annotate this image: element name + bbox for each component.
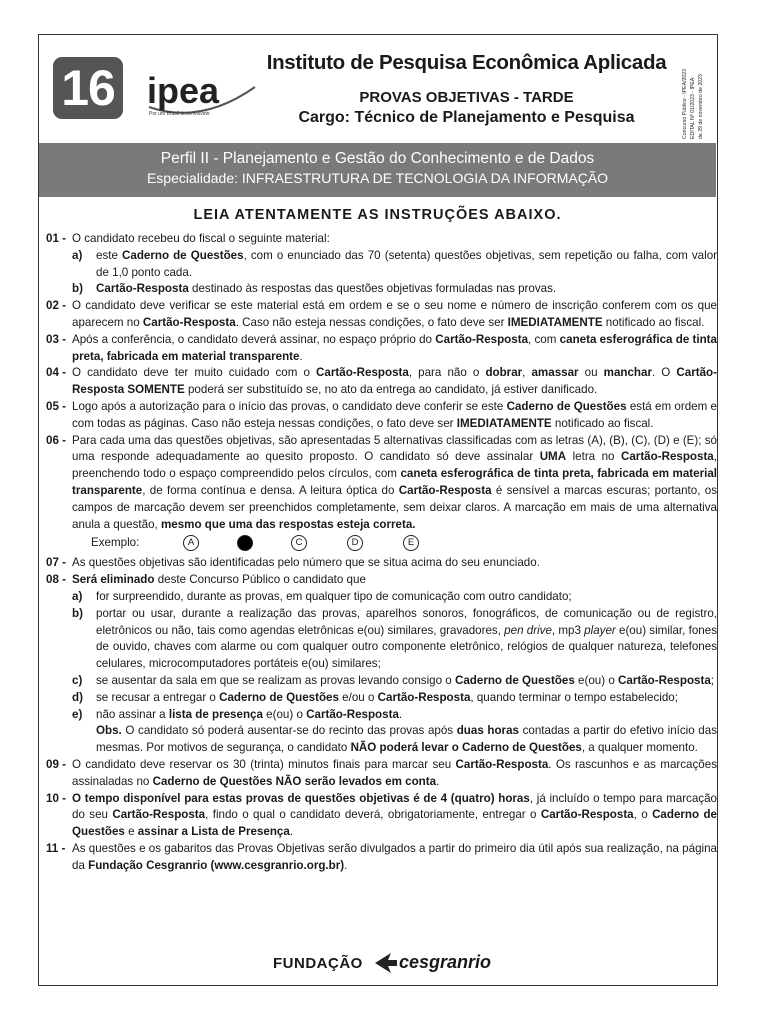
instruction-01: 01 - O candidato recebeu do fiscal o seguinte material: — [46, 232, 330, 245]
logo-tagline: Por um Brasil desenvolvido — [149, 111, 210, 117]
footer-brand: cesgranrio — [399, 952, 492, 972]
instruction-11: 11 - As questões e os gabaritos das Provas Objetivas serão divulgados a partir do primeiro dia útil após sua realização, na página da Fundação Cesgranrio (www.cesgranrio.org.br). — [46, 841, 717, 872]
side-note-line: EDITAL Nº 01/2023 - IPEA — [690, 77, 696, 139]
instruction-03: 03 - Após a conferência, o candidato deverá assinar, no espaço próprio do Cartão-Resposta, com caneta esferográfica de tinta preta, fabricada em material transparente. — [46, 332, 717, 363]
cesgranrio-arrow-icon — [373, 951, 399, 980]
instruction-07: 07 - As questões objetivas são identificadas pelo número que se situa acima do seu enunciado. — [46, 556, 540, 570]
profile-line: Perfil II - Planejamento e Gestão do Conhecimento e de Dados — [160, 150, 595, 167]
instructions-title: LEIA ATENTAMENTE AS INSTRUÇÕES ABAIXO. — [193, 207, 562, 223]
example-label: Exemplo: — [91, 536, 140, 550]
position-title: Cargo: Técnico de Planejamento e Pesquisa — [298, 109, 635, 126]
footer — [39, 949, 716, 977]
instruction-02: 02 - O candidato deve verificar se este material está em ordem e se o seu nome e número de inscrição conferem com os que aparecem no Cartão-Resposta. Caso não esteja nessas condições, o fato deve ser IMEDIATAMENTE notificado ao fiscal. — [46, 299, 717, 329]
example-option-c: C — [291, 535, 307, 551]
instruction-04: 04 - O candidato deve ter muito cuidado com o Cartão-Resposta, para não o dobrar, amassar ou manchar. O Cartão-Resposta SOMENTE poderá ser substituído se, no ato da entrega ao candidato, já estiver danificado. — [46, 366, 717, 397]
observation: Obs. O candidato só poderá ausentar-se do recinto das provas após duas horas contadas a partir do efetivo início das mesmas. Por motivos de segurança, o candidato NÃO poderá levar o Caderno de Questões, a qualquer momento. — [96, 724, 717, 755]
specialty-line: Especialidade: INFRAESTRUTURA DE TECNOLOGIA DA INFORMAÇÃO — [146, 170, 609, 186]
instruction-06: 06 - Para cada uma das questões objetivas, são apresentadas 5 alternativas classificadas com as letras (A), (B), (C), (D) e (E); só uma responde adequadamente ao quesito proposto. O candidato só deve assinalar UMA letra no Cartão-Resposta, preenchendo todo o espaço compreendido pelos círculos, com caneta esferográfica de tinta preta, fabricada em material transparente, de forma contínua e densa. A leitura óptica do Cartão-Resposta é sensível a marcas escuras; portanto, os campos de marcação devem ser preenchidos completamente, sem deixar claros. A marcação em mais de uma alternativa anula a questão, mesmo que uma das respostas esteja correta. — [46, 433, 717, 531]
instruction-09: 09 - O candidato deve reservar os 30 (trinta) minutos finais para marcar seu Cartão-Resposta. Os rascunhos e as marcações assinaladas no Caderno de Questões NÃO serão levados em conta. — [46, 757, 717, 788]
side-note — [679, 43, 709, 139]
document-frame — [38, 34, 718, 986]
instruction-05: 05 - Logo após a autorização para o início das provas, o candidato deve conferir se este Caderno de Questões está em ordem e com todas as páginas. Caso não esteja nessas condições, o fato deve ser IMEDIATAMENTE notificado ao fiscal. — [46, 399, 717, 430]
instruction-08c: c) se ausentar da sala em que se realizam as provas levando consigo o Caderno de Questões e(ou) o Cartão-Resposta; — [72, 673, 715, 687]
instruction-10: 10 - O tempo disponível para estas provas de questões objetivas é de 4 (quatro) horas, já incluído o tempo para marcação do seu Cartão-Resposta, findo o qual o candidato deverá, obrigatoriamente, entregar o Cartão-Resposta, o Caderno de Questões e assinar a Lista de Presença. — [46, 791, 717, 839]
logo-text: ipea — [147, 70, 220, 111]
institute-title: Instituto de Pesquisa Econômica Aplicada — [266, 51, 667, 74]
booklet-number: 16 — [53, 57, 123, 119]
example-option-d: D — [347, 535, 363, 551]
profile-band — [39, 143, 716, 197]
side-note-line: de 29 de novembro de 2023 — [698, 74, 704, 139]
instruction-01b: b) Cartão-Resposta destinado às respostas das questões objetivas formuladas nas provas. — [72, 282, 557, 296]
side-note-line: Concurso Público - IPEA/2023 — [682, 68, 688, 139]
exam-type: PROVAS OBJETIVAS - TARDE — [359, 89, 574, 106]
header — [39, 35, 716, 143]
instruction-08e: e) não assinar a lista de presença e(ou) o Cartão-Resposta. — [72, 707, 403, 721]
example-option-a: A — [183, 535, 199, 551]
instruction-08b: b) portar ou usar, durante a realização das provas, aparelhos sonoros, fonográficos, de comunicação ou de registro, eletrônicos ou não, tais como agendas eletrônicas e(ou) similares, gravadores, pen drive, mp3 player e(ou) similar, fones de ouvido, chaves com alarme ou com qualquer outro componente eletrônico, relógios de qualquer natureza, telefones celulares, microcomputadores portáteis e(ou) similares; — [72, 606, 717, 671]
example-option-b-filled — [237, 535, 253, 551]
instruction-08a: a) for surpreendido, durante as provas, em qualquer tipo de comunicação com outro candidato; — [72, 589, 572, 603]
instruction-01a: a) este Caderno de Questões, com o enunciado das 70 (setenta) questões objetivas, sem repetição ou falha, com valor de 1,0 ponto cada. — [72, 248, 718, 279]
footer-fundacao: FUNDAÇÃO — [273, 955, 363, 972]
example-option-e: E — [403, 535, 419, 551]
instructions-body — [47, 231, 717, 874]
instruction-08: 08 - Será eliminado deste Concurso Público o candidato que — [46, 573, 366, 587]
ipea-logo — [141, 63, 259, 123]
instruction-08d: d) se recusar a entregar o Caderno de Questões e/ou o Cartão-Resposta, quando terminar o tempo estabelecido; — [72, 690, 678, 704]
marking-example — [47, 533, 717, 555]
